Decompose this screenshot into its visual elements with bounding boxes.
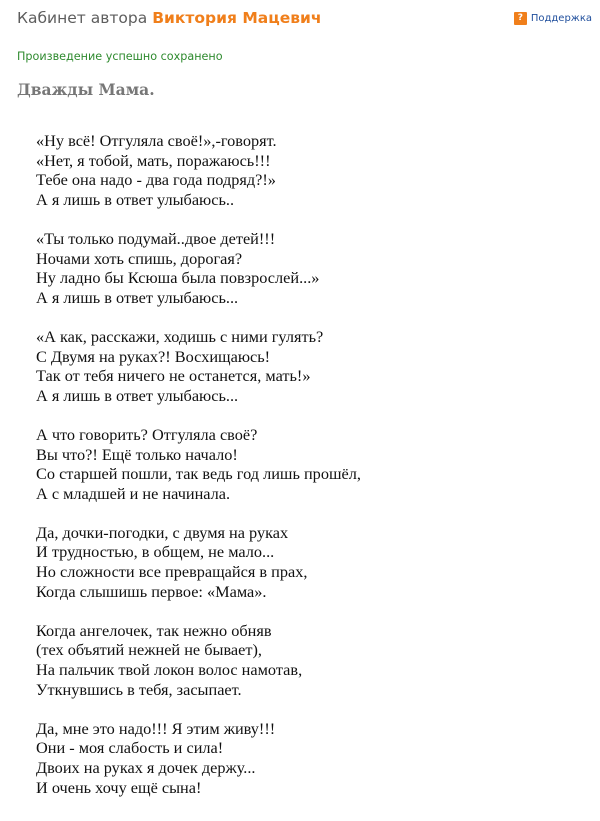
poem-line: (тех объятий нежней не бывает), [36, 640, 262, 660]
support-link-group[interactable] [514, 10, 592, 26]
poem-line: И очень хочу ещё сына! [36, 777, 202, 797]
cabinet-heading [17, 6, 322, 30]
poem-line: «Нет, я тобой, мать, поражаюсь!!! [36, 150, 271, 170]
cabinet-label: Кабинет автора [17, 9, 148, 27]
poem-line: Да, дочки-погодки, с двумя на руках [36, 522, 289, 542]
stanza [36, 523, 592, 601]
poem-line: Так от тебя ничего не останется, мать!» [36, 366, 311, 386]
stanza [36, 327, 592, 405]
poem-line: На пальчик твой локон волос намотав, [36, 660, 303, 680]
poem-line: С Двумя на руках?! Восхищаюсь! [36, 346, 271, 366]
poem-line: А с младшей и не начинала. [36, 483, 231, 503]
poem-line: «Ты только подумай..двое детей!!! [36, 228, 276, 248]
poem-line: Ну ладно бы Ксюша была повзрослей...» [36, 268, 320, 288]
poem-line: Ночами хоть спишь, дорогая? [36, 248, 243, 268]
poem-line: Когда слышишь первое: «Мама». [36, 581, 267, 601]
poem-line: А я лишь в ответ улыбаюсь... [36, 385, 239, 405]
help-icon[interactable]: ? [514, 12, 527, 25]
poem-line: А что говорить? Отгуляла своё? [36, 424, 258, 444]
poem-line: А я лишь в ответ улыбаюсь.. [36, 189, 235, 209]
support-link[interactable]: Поддержка [530, 12, 592, 24]
poem-line: «А как, расскажи, ходишь с ними гулять? [36, 326, 324, 346]
poem-line: Со старшей пошли, так ведь год лишь прошёл, [36, 464, 361, 484]
poem-line: Вы что?! Ещё только начало! [36, 444, 238, 464]
poem-line: Но сложности все превращайся в прах, [36, 562, 308, 582]
poem-text [36, 131, 592, 817]
poem-line: Тебе она надо - два года подряд?!» [36, 170, 276, 190]
stanza [36, 229, 592, 307]
author-name-link[interactable]: Виктория Мацевич [152, 9, 322, 27]
poem-line: И трудностью, в общем, не мало... [36, 542, 275, 562]
page-header [17, 6, 592, 30]
poem-line: Уткнувшись в тебя, засыпает. [36, 679, 242, 699]
stanza [36, 621, 592, 699]
poem-line: Когда ангелочек, так нежно обняв [36, 620, 272, 640]
poem-line: Они - моя слабость и сила! [36, 738, 224, 758]
stanza [36, 425, 592, 503]
poem-line: Да, мне это надо!!! Я этим живу!!! [36, 718, 276, 738]
poem-line: «Ну всё! Отгуляла своё!»,-говорят. [36, 131, 277, 150]
poem-line: А я лишь в ответ улыбаюсь... [36, 287, 239, 307]
work-title: Дважды Мама. [17, 80, 155, 99]
poem-line: Двоих на руках я дочек держу... [36, 758, 256, 777]
save-success-message: Произведение успешно сохранено [17, 50, 223, 63]
stanza [36, 719, 592, 797]
stanza [36, 131, 592, 209]
